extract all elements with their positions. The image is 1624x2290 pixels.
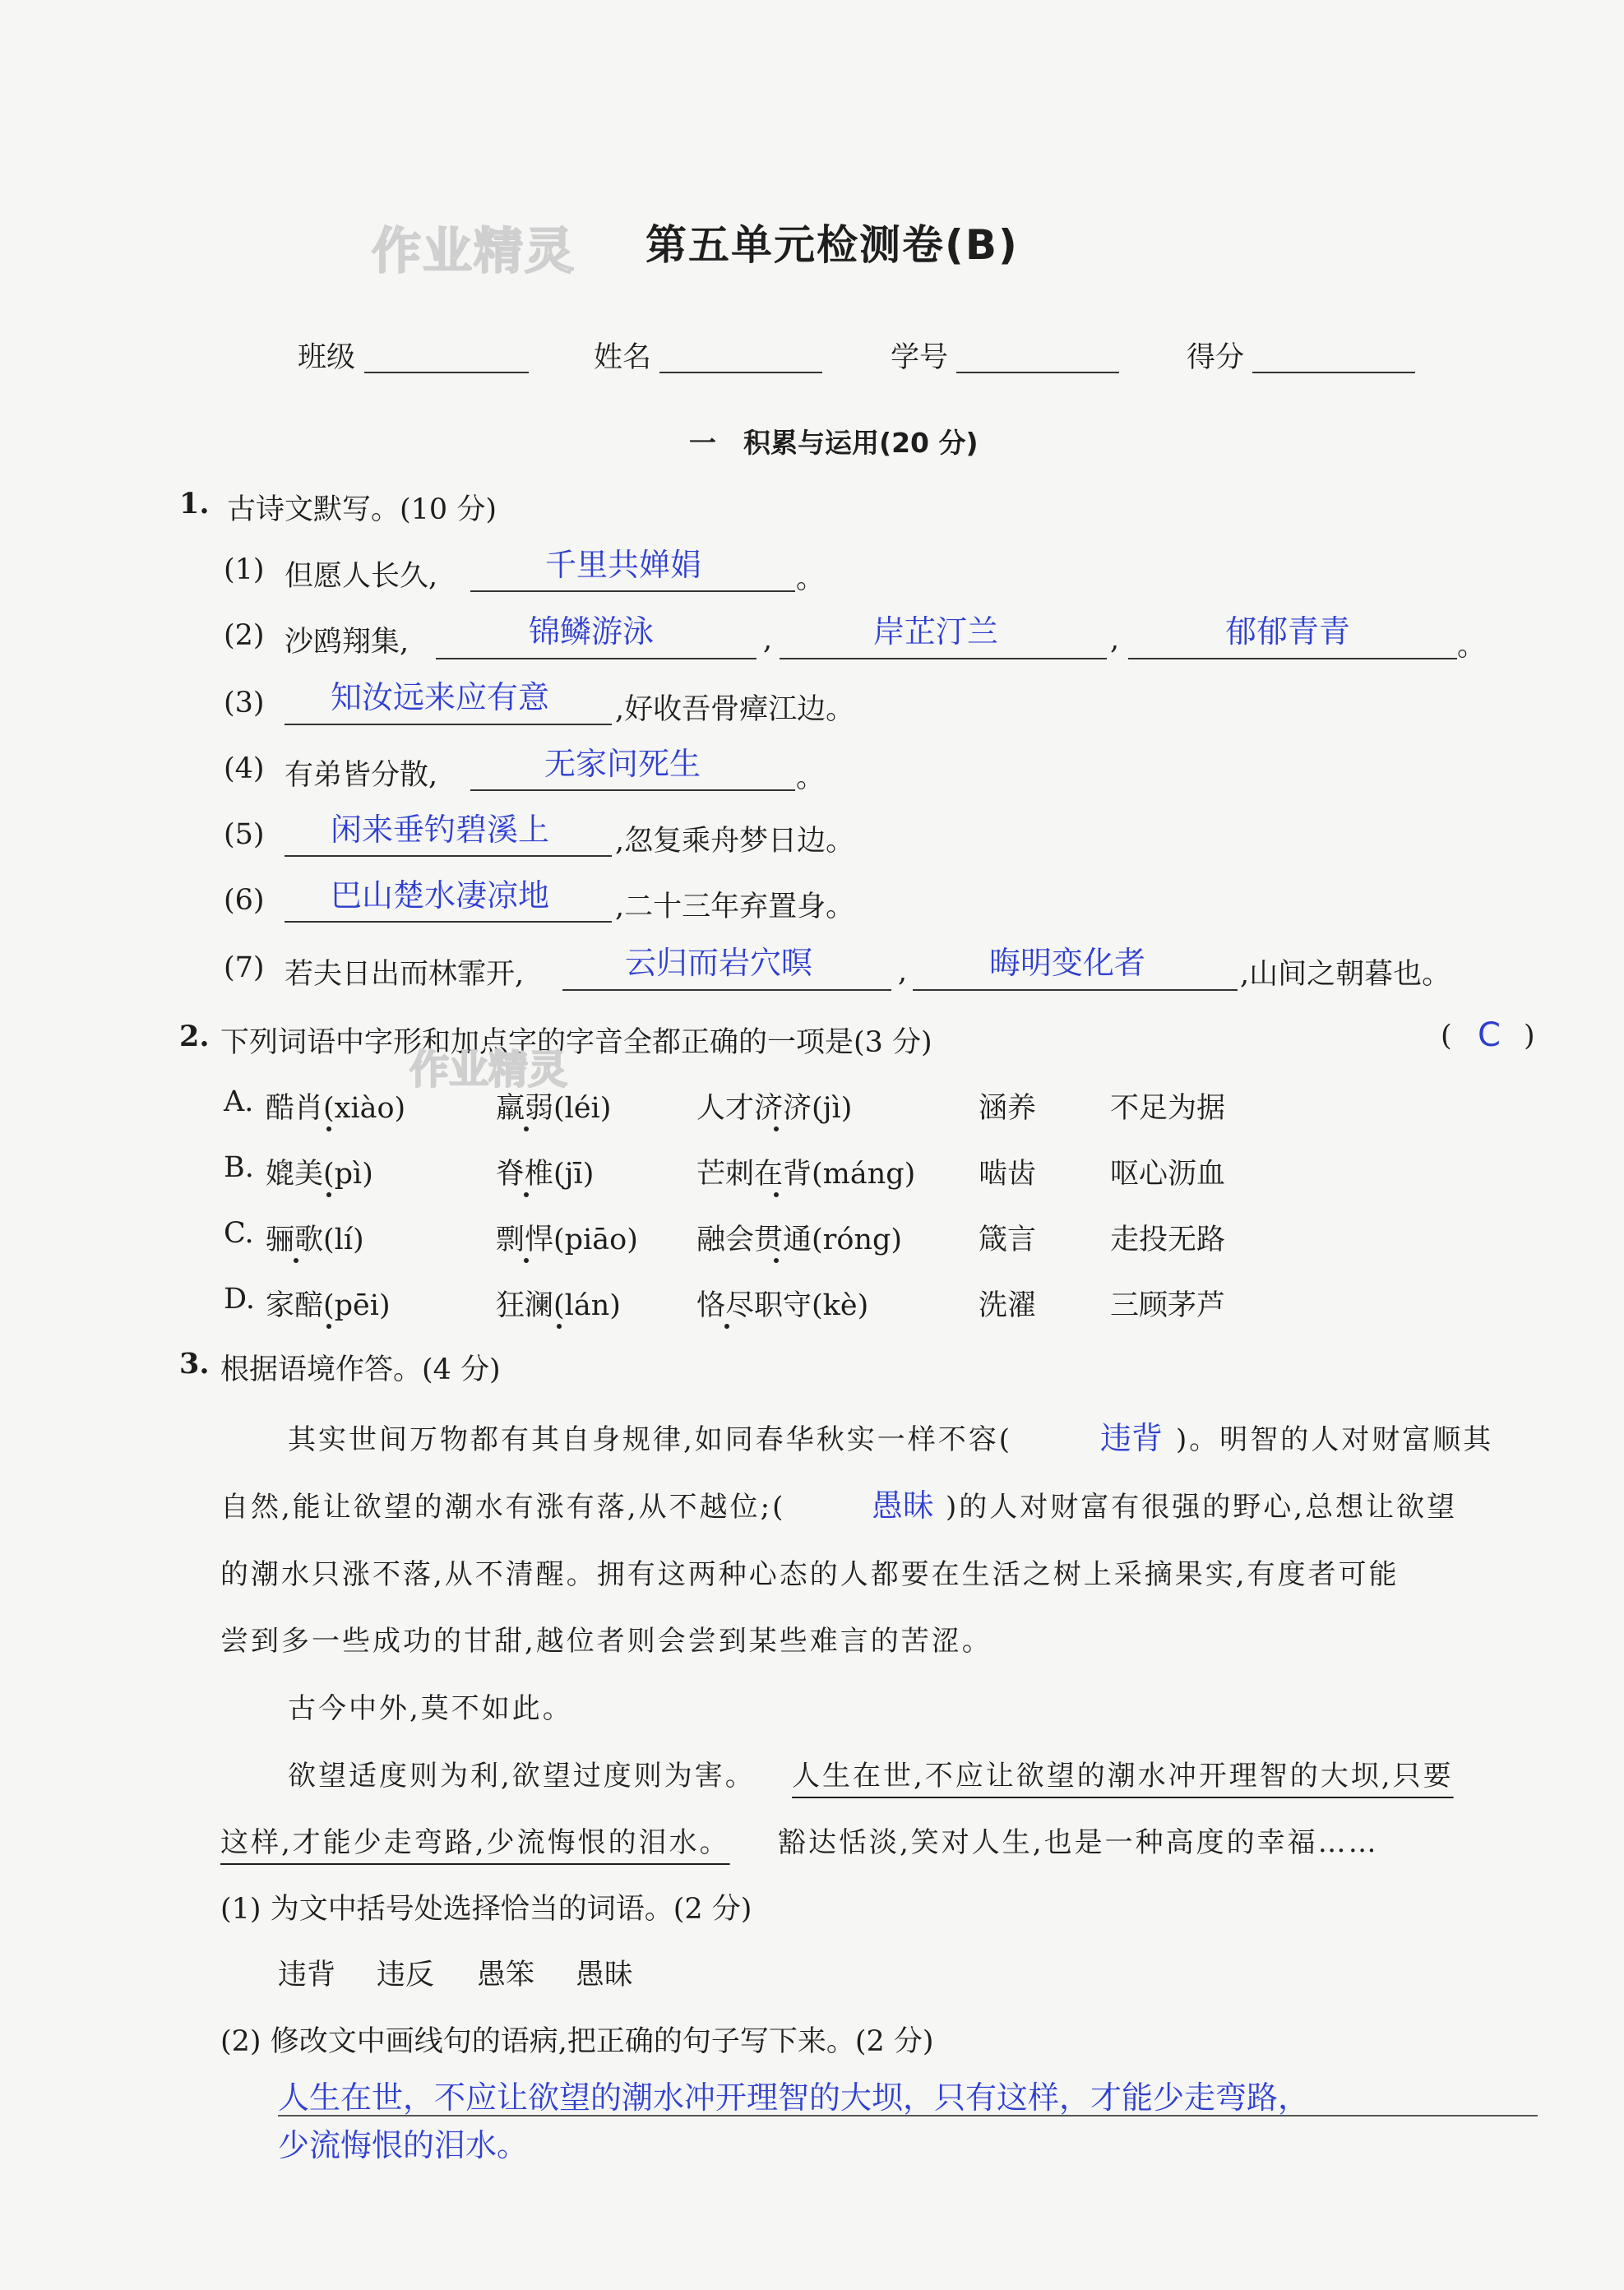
q1-item2-pre: 沙鸥翔集, [285,626,409,659]
q2-option-cell: 酷肖(xiào) [266,1092,406,1125]
q2-option-label: C. [224,1217,254,1250]
q1-item2-blank1[interactable] [436,658,756,659]
q2-option-cell: 融会贯通(róng) [696,1224,903,1256]
q2-option-cell: 不足为据 [1110,1092,1226,1125]
emphasis-dot [724,1324,729,1329]
q1-item7-answer2: 晦明变化者 [989,945,1146,981]
field-score-label: 得分 [1187,341,1245,374]
field-score-blank[interactable] [1252,372,1415,373]
q1-item3-answer: 知汝远来应有意 [331,679,550,715]
field-class-label: 班级 [298,341,356,374]
q1-number: 1. [179,487,210,520]
field-number-label: 学号 [891,341,949,374]
q3-choice-3: 愚笨 [477,1959,535,1992]
emphasis-dot [524,1258,529,1263]
emphasis-dot [557,1324,562,1329]
q2-option-cell: 羸弱(léi) [496,1092,612,1125]
q2-option-cell: 家醅(pēi) [266,1289,391,1322]
emphasis-dot [326,1192,331,1197]
q1-item1-pre: 但愿人长久, [285,560,438,593]
q3-para-line5: 古今中外,莫不如此。 [288,1692,573,1725]
q2-option-cell: 狂澜(lán) [496,1289,621,1322]
watermark: 作业精灵 [372,223,576,280]
q2-stem: 下列词语中字形和加点字的字音全都正确的一项是(3 分) [220,1026,932,1059]
q1-stem: 古诗文默写。(10 分) [227,493,497,526]
q2-option-cell: 恪尽职守(kè) [696,1289,869,1322]
q3-number: 3. [179,1347,210,1381]
q2-option-cell: 剽悍(piāo) [496,1224,638,1256]
q1-item6-answer: 巴山楚水凄凉地 [331,877,550,914]
q3-para-line1a: 其实世间万物都有其自身规律,如同春华秋实一样不容( [288,1423,1013,1456]
q1-item2-answer1: 锦鳞游泳 [529,613,655,650]
q2-answer: C [1478,1016,1501,1054]
q3-para-line3: 的潮水只涨不落,从不清醒。拥有这两种心态的人都要在生活之树上采摘果实,有度者可能 [220,1558,1400,1591]
q1-item7-post: ,山间之朝暮也。 [1240,958,1451,991]
q2-option-cell: 骊歌(lí) [266,1224,364,1256]
q2-option-cell: 箴言 [979,1224,1037,1256]
q2-option-cell: 三顾茅芦 [1110,1289,1226,1322]
q3-sub1: (1) 为文中括号处选择恰当的词语。(2 分) [220,1893,752,1926]
q3-choice-4: 愚昧 [576,1959,634,1992]
q1-item7-answer1: 云归而岩穴暝 [625,945,813,981]
q1-item7-num: (7) [224,951,265,984]
q1-item7-sep: , [898,955,908,988]
q2-option-label: D. [224,1283,255,1316]
q2-option-cell: 走投无路 [1110,1224,1226,1256]
q1-item7-blank1[interactable] [562,989,891,991]
q3-stem: 根据语境作答。(4 分) [220,1353,501,1386]
q1-item2-sep2: , [1110,623,1120,656]
emphasis-dot [326,1324,331,1329]
q1-item4-num: (4) [224,752,265,785]
q3-sub2: (2) 修改文中画线句的语病,把正确的句子写下来。(2 分) [220,2025,934,2058]
watermark-small: 作业精灵 [409,1047,568,1093]
field-class-blank[interactable] [364,372,529,373]
q1-item5-num: (5) [224,818,265,851]
q1-item3-num: (3) [224,687,265,719]
q1-item2-post: 。 [1457,630,1487,663]
q1-item7-pre: 若夫日出而林霏开, [285,958,525,991]
q2-option-cell: 涵养 [979,1092,1037,1125]
q1-item6-blank[interactable] [285,921,612,923]
page-title: 第五单元检测卷(B) [645,221,1019,269]
q1-item2-num: (2) [224,619,265,652]
q2-option-cell: 人才济济(jì) [696,1092,853,1125]
q2-option-cell: 媲美(pì) [266,1158,373,1191]
q1-item1-blank[interactable] [470,590,795,592]
q1-item4-answer: 无家问死生 [544,746,701,782]
field-number-blank[interactable] [956,372,1119,373]
q3-underlined-sentence-2: 这样,才能少走弯路,少流悔恨的泪水。 [220,1826,730,1859]
q1-item6-num: (6) [224,884,265,917]
q1-item1-answer: 千里共婵娟 [545,547,702,583]
q1-item4-pre: 有弟皆分散, [285,759,438,792]
q1-item6-post: ,二十三年弃置身。 [615,891,855,923]
q2-paren-close: ) [1524,1020,1535,1052]
q3-answer-rule [278,2115,1538,2117]
q1-item2-blank2[interactable] [780,658,1107,659]
q1-item1-post: 。 [796,562,826,595]
q3-para-line2a: 自然,能让欲望的潮水有涨有落,从不越位;( [220,1491,786,1524]
q3-answer-line2: 少流悔恨的泪水。 [278,2127,529,2163]
q3-choice-1: 违背 [278,1959,336,1992]
q3-answer-1: 违背 [1100,1420,1164,1456]
q1-item5-answer: 闲来垂钓碧溪上 [331,812,550,848]
q1-item2-answer3: 郁郁青青 [1225,613,1351,650]
q2-paren-open: ( [1441,1020,1452,1052]
q2-option-cell: 啮齿 [979,1158,1037,1191]
q3-answer-2: 愚昧 [872,1487,935,1524]
q1-item5-blank[interactable] [285,855,612,857]
q1-item3-post: ,好收吾骨瘴江边。 [615,693,855,726]
q1-item1-num: (1) [224,553,265,586]
q3-para-line6a: 欲望适度则为利,欲望过度则为害。 [288,1760,756,1793]
section-title: 一 积累与运用(20 分) [689,427,979,459]
q2-option-cell: 呕心沥血 [1110,1158,1226,1191]
q2-option-label: B. [224,1151,254,1184]
q3-para-line2b: )的人对财富有很强的野心,总想让欲望 [946,1491,1458,1524]
emphasis-dot [326,1126,331,1131]
q1-item5-post: ,忽复乘舟梦日边。 [615,825,855,858]
q2-option-cell: 洗濯 [979,1289,1037,1322]
q2-option-cell: 芒刺在背(máng) [696,1158,916,1191]
q2-option-label: A. [224,1085,254,1118]
q2-number: 2. [179,1020,210,1053]
q2-option-cell: 脊椎(jī) [496,1158,595,1191]
emphasis-dot [524,1192,529,1197]
q3-choice-2: 违反 [377,1959,435,1992]
q3-para-line4: 尝到多一些成功的甘甜,越位者则会尝到某些难言的苦涩。 [220,1625,992,1658]
q3-para-line7b: 豁达恬淡,笑对人生,也是一种高度的幸福…… [778,1826,1379,1859]
emphasis-dot [524,1126,529,1131]
q3-answer-line1: 人生在世，不应让欲望的潮水冲开理智的大坝，只有这样，才能少走弯路， [278,2080,1310,2116]
field-name-blank[interactable] [659,372,822,373]
emphasis-dot [774,1126,779,1131]
q1-item2-sep1: , [763,623,773,656]
emphasis-dot [774,1258,779,1263]
q1-item2-answer2: 岸芷汀兰 [873,613,999,650]
q1-item7-blank2[interactable] [913,989,1238,991]
q3-underlined-sentence-1: 人生在世,不应让欲望的潮水冲开理智的大坝,只要 [792,1760,1454,1793]
q1-item4-blank[interactable] [470,789,795,791]
field-name-label: 姓名 [594,341,652,374]
emphasis-dot [294,1258,298,1263]
q1-item2-blank3[interactable] [1128,658,1457,659]
q3-para-line1b: )。明智的人对财富顺其 [1176,1423,1494,1456]
q1-item3-blank[interactable] [285,724,612,725]
emphasis-dot [774,1192,779,1197]
q1-item4-post: 。 [796,761,826,794]
